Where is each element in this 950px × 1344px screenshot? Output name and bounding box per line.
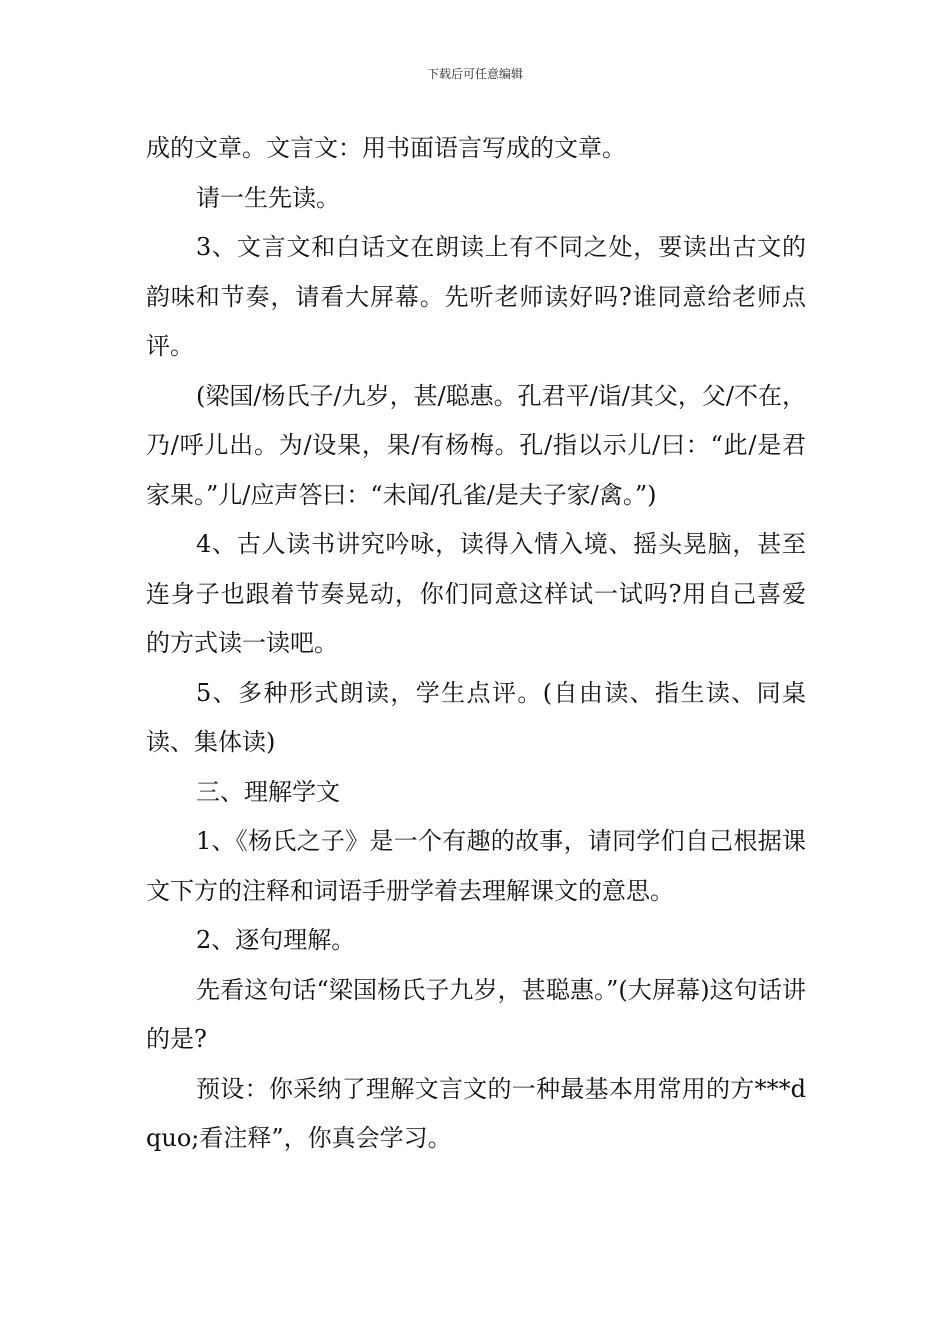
paragraph-11: 预设：你采纳了理解文言文的一种最基本用常用的方***dquo;看注释”，你真会学习。 [146,1074,806,1152]
paragraph-10: 先看这句话“梁国杨氏子九岁，甚聪惠。”(大屏幕)这句话讲的是? [146,975,806,1053]
paragraph-5: 4、古人读书讲究吟咏，读得入情入境、摇头晃脑，甚至连身子也跟着节奏晃动，你们同意这样试一试吗?用自己喜爱的方式读一读吧。 [146,530,806,657]
paragraph-6: 5、多种形式朗读，学生点评。(自由读、指生读、同桌读、集体读) [146,678,806,756]
page-header: 下载后可任意编辑 [426,67,523,81]
paragraph-1: 成的文章。文言文：用书面语言写成的文章。 [146,134,626,162]
paragraph-4: (梁国/杨氏子/九岁，甚/聪惠。孔君平/诣/其父，父/不在，乃/呼儿出。为/设果，果/有杨梅。孔/指以示儿/曰：“此/是君家果。”儿/应声答曰：“未闻/孔雀/是夫子家/禽。”) [146,381,806,509]
document-body [146,124,806,1164]
section-heading: 三、理解学文 [196,777,340,806]
paragraph-8: 1、《杨氏之子》是一个有趣的故事，请同学们自己根据课文下方的注释和词语手册学着去理解课文的意思。 [146,827,806,905]
paragraph-2: 请一生先读。 [196,183,340,212]
paragraph-3: 3、文言文和白话文在朗读上有不同之处，要读出古文的韵味和节奏，请看大屏幕。先听老师读好吗?谁同意给老师点评。 [146,233,806,360]
paragraph-9: 2、逐句理解。 [196,926,356,954]
